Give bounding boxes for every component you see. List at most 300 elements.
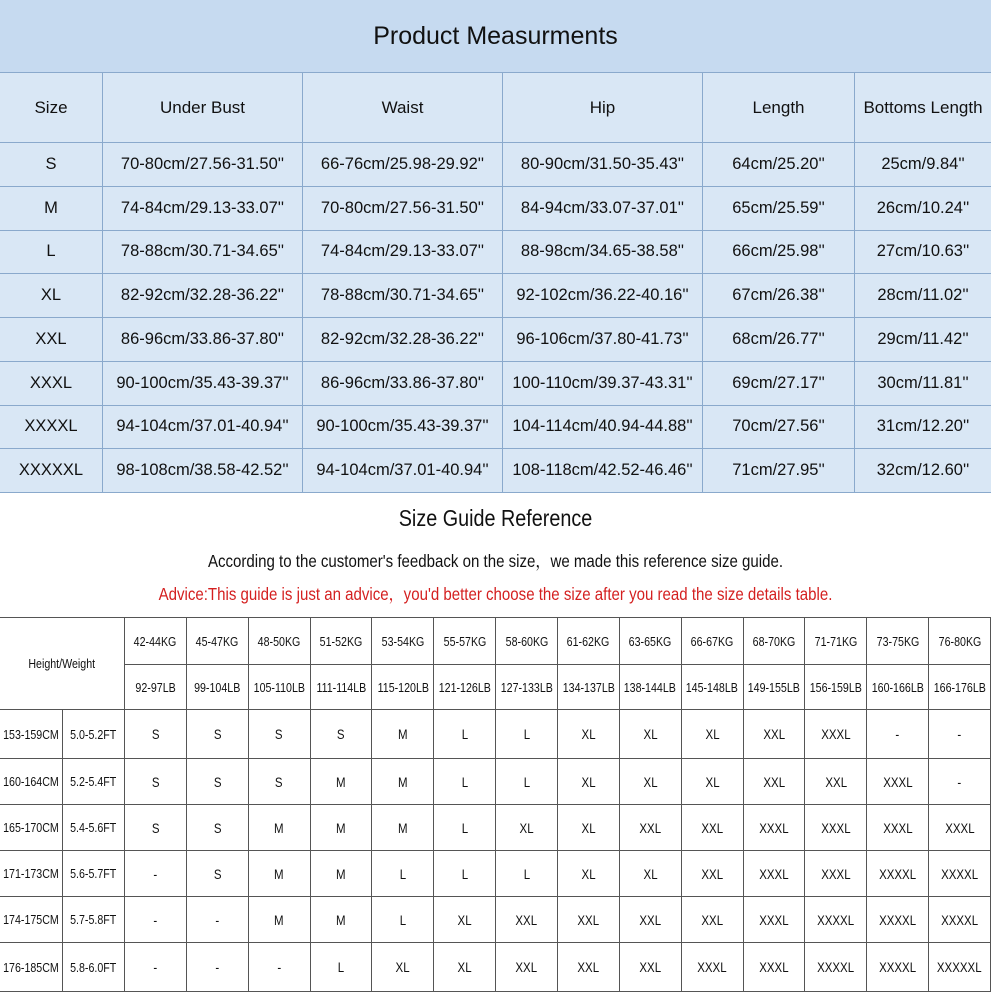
weight-kg-header xyxy=(682,618,744,665)
size-recommendation-cell xyxy=(867,710,929,759)
size-recommendation-cell xyxy=(434,943,496,992)
size-recommendation-cell-text: XL xyxy=(395,959,410,975)
size-recommendation-cell-text: XXL xyxy=(701,911,723,928)
measurement-cell: 82-92cm/32.28-36.22'' xyxy=(303,318,503,362)
weight-lb-header-text: 160-166LB xyxy=(871,679,924,695)
size-recommendation-cell-text: XL xyxy=(705,726,720,742)
size-recommendation-cell xyxy=(682,759,744,805)
measurement-cell: 71cm/27.95'' xyxy=(703,449,855,493)
size-recommendation-cell xyxy=(620,851,682,897)
size-recommendation-cell-text: L xyxy=(523,773,530,790)
size-recommendation-cell-text: M xyxy=(274,819,284,836)
size-recommendation-cell xyxy=(434,759,496,805)
weight-lb-header xyxy=(249,665,311,710)
weight-lb-header xyxy=(125,665,187,710)
size-recommendation-cell-text: S xyxy=(151,773,160,790)
size-recommendation-cell-text: XXXXL xyxy=(817,911,855,928)
weight-lb-header-text: 105-110LB xyxy=(253,679,305,695)
size-recommendation-cell-text: - xyxy=(277,959,282,975)
weight-kg-header xyxy=(249,618,311,665)
size-recommendation-cell xyxy=(249,710,311,759)
weight-kg-header-text: 45-47KG xyxy=(195,633,239,649)
size-recommendation-cell-text: XL xyxy=(581,819,596,836)
size-recommendation-cell xyxy=(372,805,434,851)
measurement-cell: 100-110cm/39.37-43.31'' xyxy=(503,362,703,406)
size-recommendation-cell-text: XL xyxy=(643,773,658,790)
size-recommendation-cell-text: - xyxy=(153,911,158,928)
weight-lb-header-text: 121-126LB xyxy=(438,679,491,695)
size-recommendation-cell xyxy=(805,759,867,805)
size-recommendation-cell-text: XXL xyxy=(515,959,538,975)
measurement-cell: 29cm/11.42'' xyxy=(855,318,991,362)
size-recommendation-cell xyxy=(558,759,620,805)
size-recommendation-cell xyxy=(372,710,434,759)
size-recommendation-cell-text: XXL xyxy=(515,911,538,928)
height-cm-cell-text: 176-185CM xyxy=(3,959,59,975)
size-recommendation-cell xyxy=(805,710,867,759)
size-recommendation-cell-text: XXXL xyxy=(821,819,851,836)
measurement-cell: 80-90cm/31.50-35.43'' xyxy=(503,143,703,187)
size-recommendation-cell-text: - xyxy=(957,773,962,790)
size-recommendation-cell-text: M xyxy=(398,819,408,836)
size-recommendation-cell xyxy=(867,851,929,897)
size-recommendation-cell xyxy=(805,805,867,851)
size-recommendation-cell xyxy=(929,710,991,759)
size-recommendation-cell-text: S xyxy=(213,865,222,882)
measurement-cell: 25cm/9.84'' xyxy=(855,143,991,187)
size-label-cell: XXXXXL xyxy=(0,449,103,493)
size-recommendation-cell xyxy=(496,943,558,992)
size-recommendation-cell xyxy=(249,943,311,992)
height-ft-cell-text: 5.2-5.4FT xyxy=(70,774,117,789)
size-recommendation-cell xyxy=(187,943,249,992)
size-recommendation-cell xyxy=(558,805,620,851)
weight-lb-header xyxy=(496,665,558,710)
measurement-cell: 65cm/25.59'' xyxy=(703,187,855,231)
size-recommendation-cell-text: XXXL xyxy=(697,959,727,975)
size-recommendation-cell-text: XXL xyxy=(763,773,785,790)
measurements-title: Product Measurments xyxy=(0,0,991,73)
size-recommendation-cell-text: XXL xyxy=(701,819,723,836)
measurement-cell: 92-102cm/36.22-40.16'' xyxy=(503,274,703,318)
height-cm-cell xyxy=(0,943,63,992)
measurement-cell: 26cm/10.24'' xyxy=(855,187,991,231)
weight-kg-header xyxy=(187,618,249,665)
size-label-cell: L xyxy=(0,231,103,275)
size-recommendation-cell xyxy=(929,851,991,897)
measurement-cell: 98-108cm/38.58-42.52'' xyxy=(103,449,303,493)
size-recommendation-cell-text: XXXL xyxy=(759,819,789,836)
size-recommendation-cell-text: XL xyxy=(581,773,596,790)
size-recommendation-cell xyxy=(249,759,311,805)
size-recommendation-cell-text: XXXL xyxy=(759,865,789,882)
weight-kg-header-text: 55-57KG xyxy=(443,633,487,649)
measurements-header-cell: Size xyxy=(0,73,103,143)
measurement-cell: 64cm/25.20'' xyxy=(703,143,855,187)
measurement-cell: 78-88cm/30.71-34.65'' xyxy=(303,274,503,318)
size-recommendation-cell xyxy=(929,943,991,992)
size-recommendation-cell-text: M xyxy=(336,911,346,928)
size-recommendation-cell xyxy=(434,805,496,851)
size-recommendation-cell-text: L xyxy=(461,726,468,742)
size-label-cell: M xyxy=(0,187,103,231)
size-recommendation-cell xyxy=(558,710,620,759)
weight-lb-header xyxy=(434,665,496,710)
size-recommendation-cell xyxy=(620,759,682,805)
measurements-header-cell: Length xyxy=(703,73,855,143)
measurement-cell: 94-104cm/37.01-40.94'' xyxy=(303,449,503,493)
weight-lb-header-text: 111-114LB xyxy=(316,679,366,695)
weight-lb-header-text: 156-159LB xyxy=(809,679,862,695)
height-weight-corner xyxy=(0,618,125,710)
size-recommendation-cell-text: M xyxy=(274,911,284,928)
weight-lb-header-text: 166-176LB xyxy=(933,679,986,695)
weight-kg-header-text: 66-67KG xyxy=(690,633,734,649)
size-recommendation-cell xyxy=(372,851,434,897)
size-recommendation-cell-text: XL xyxy=(457,959,472,975)
size-recommendation-cell-text: XXL xyxy=(824,773,847,790)
height-cm-cell-text: 174-175CM xyxy=(3,912,59,927)
size-label-cell: S xyxy=(0,143,103,187)
size-recommendation-cell xyxy=(496,851,558,897)
measurement-cell: 70cm/27.56'' xyxy=(703,406,855,450)
measurement-cell: 108-118cm/42.52-46.46'' xyxy=(503,449,703,493)
measurements-header-cell: Hip xyxy=(503,73,703,143)
size-recommendation-cell-text: - xyxy=(153,959,158,975)
size-recommendation-cell xyxy=(311,897,373,943)
size-recommendation-cell xyxy=(311,710,373,759)
weight-lb-header-text: 149-155LB xyxy=(747,679,801,695)
size-recommendation-cell-text: M xyxy=(398,773,408,790)
size-recommendation-cell-text: L xyxy=(523,726,530,742)
weight-kg-header-text: 76-80KG xyxy=(938,633,981,649)
weight-lb-header-text: 127-133LB xyxy=(500,679,553,695)
size-recommendation-cell xyxy=(434,710,496,759)
measurement-cell: 86-96cm/33.86-37.80'' xyxy=(103,318,303,362)
size-recommendation-cell-text: XL xyxy=(643,726,658,742)
size-recommendation-cell xyxy=(929,805,991,851)
measurements-header-cell: Bottoms Length xyxy=(855,73,991,143)
weight-lb-header-text: 145-148LB xyxy=(686,679,739,695)
height-ft-cell-text: 5.0-5.2FT xyxy=(70,726,117,742)
size-recommendation-cell-text: S xyxy=(337,726,345,742)
size-recommendation-cell-text: L xyxy=(523,865,530,882)
measurements-header-cell: Waist xyxy=(303,73,503,143)
size-recommendation-cell xyxy=(249,851,311,897)
size-recommendation-cell-text: XXL xyxy=(577,959,600,975)
weight-kg-header-text: 58-60KG xyxy=(505,633,548,649)
size-recommendation-cell xyxy=(125,805,187,851)
weight-kg-header xyxy=(867,618,929,665)
size-recommendation-cell-text: L xyxy=(461,819,468,836)
size-label-cell: XL xyxy=(0,274,103,318)
size-recommendation-cell-text: XXXXXL xyxy=(937,959,982,975)
size-recommendation-cell-text: - xyxy=(153,865,158,882)
size-recommendation-cell xyxy=(682,851,744,897)
measurements-header-cell: Under Bust xyxy=(103,73,303,143)
size-recommendation-cell xyxy=(372,897,434,943)
measurement-cell: 28cm/11.02'' xyxy=(855,274,991,318)
measurement-cell: 69cm/27.17'' xyxy=(703,362,855,406)
size-recommendation-cell-text: L xyxy=(461,773,468,790)
measurement-cell: 82-92cm/32.28-36.22'' xyxy=(103,274,303,318)
measurement-cell: 27cm/10.63'' xyxy=(855,231,991,275)
height-ft-cell-text: 5.7-5.8FT xyxy=(70,912,117,927)
size-recommendation-cell xyxy=(311,851,373,897)
size-label-cell: XXXL xyxy=(0,362,103,406)
size-recommendation-cell xyxy=(496,759,558,805)
size-recommendation-cell xyxy=(558,851,620,897)
weight-lb-header xyxy=(558,665,620,710)
size-recommendation-cell-text: XXXXL xyxy=(941,865,979,882)
height-ft-cell xyxy=(63,897,125,943)
size-recommendation-cell xyxy=(372,759,434,805)
height-ft-cell-text: 5.4-5.6FT xyxy=(70,820,117,835)
size-recommendation-cell xyxy=(125,943,187,992)
weight-kg-header-text: 51-52KG xyxy=(319,633,363,649)
size-recommendation-cell xyxy=(682,897,744,943)
size-recommendation-cell-text: M xyxy=(336,819,346,836)
size-recommendation-cell-text: XXXL xyxy=(821,726,851,742)
size-recommendation-cell-text: XXXL xyxy=(759,911,789,928)
size-recommendation-cell xyxy=(496,710,558,759)
weight-lb-header-text: 115-120LB xyxy=(377,679,429,695)
measurement-cell: 90-100cm/35.43-39.37'' xyxy=(103,362,303,406)
size-recommendation-cell xyxy=(867,897,929,943)
size-recommendation-cell xyxy=(311,759,373,805)
weight-lb-header-text: 138-144LB xyxy=(624,679,677,695)
size-recommendation-cell-text: S xyxy=(275,726,283,742)
size-recommendation-cell xyxy=(125,759,187,805)
size-recommendation-cell-text: XXL xyxy=(639,819,662,836)
size-recommendation-cell-text: - xyxy=(895,726,900,742)
height-cm-cell-text: 171-173CM xyxy=(3,866,59,881)
height-cm-cell-text: 160-164CM xyxy=(3,774,59,789)
weight-lb-header xyxy=(867,665,929,710)
size-recommendation-cell-text: M xyxy=(336,865,346,882)
size-recommendation-cell-text: XXL xyxy=(639,911,662,928)
size-recommendation-cell xyxy=(496,897,558,943)
weight-lb-header xyxy=(187,665,249,710)
height-cm-cell-text: 153-159CM xyxy=(3,726,59,742)
size-recommendation-cell xyxy=(311,943,373,992)
weight-kg-header-text: 48-50KG xyxy=(257,633,301,649)
size-recommendation-cell xyxy=(929,897,991,943)
size-recommendation-cell-text: XXXXL xyxy=(879,865,917,882)
weight-kg-header-text: 61-62KG xyxy=(567,633,610,649)
weight-kg-header xyxy=(372,618,434,665)
measurement-cell: 94-104cm/37.01-40.94'' xyxy=(103,406,303,450)
size-recommendation-cell-text: XXXXL xyxy=(879,959,917,975)
size-recommendation-cell xyxy=(744,805,806,851)
size-recommendation-cell xyxy=(311,805,373,851)
weight-lb-header xyxy=(744,665,806,710)
size-recommendation-cell-text: XXXL xyxy=(821,865,851,882)
height-ft-cell xyxy=(63,943,125,992)
size-recommendation-cell xyxy=(682,710,744,759)
size-recommendation-cell xyxy=(372,943,434,992)
size-recommendation-cell-text: S xyxy=(213,726,222,742)
size-recommendation-cell xyxy=(620,805,682,851)
size-recommendation-cell-text: XXL xyxy=(577,911,600,928)
weight-lb-header xyxy=(311,665,373,710)
size-recommendation-cell-text: M xyxy=(274,865,284,882)
size-recommendation-cell-text: XL xyxy=(581,726,596,742)
weight-kg-header xyxy=(744,618,806,665)
measurement-cell: 67cm/26.38'' xyxy=(703,274,855,318)
size-recommendation-cell-text: L xyxy=(461,865,468,882)
size-recommendation-cell xyxy=(434,897,496,943)
size-recommendation-cell-text: XL xyxy=(457,911,472,928)
weight-lb-header xyxy=(682,665,744,710)
size-recommendation-cell-text: - xyxy=(215,959,220,975)
measurement-cell: 86-96cm/33.86-37.80'' xyxy=(303,362,503,406)
weight-kg-header xyxy=(929,618,991,665)
weight-lb-header-text: 99-104LB xyxy=(194,679,241,695)
size-recommendation-cell xyxy=(744,851,806,897)
size-guide-description: According to the customer's feedback on the size，we made this reference size guide. xyxy=(207,551,784,571)
size-recommendation-cell xyxy=(744,943,806,992)
weight-lb-header xyxy=(929,665,991,710)
weight-kg-header-text: 53-54KG xyxy=(381,633,425,649)
size-recommendation-cell-text: XL xyxy=(643,865,658,882)
size-recommendation-cell-text: XL xyxy=(581,865,596,882)
size-label-cell: XXXXL xyxy=(0,406,103,450)
measurement-cell: 104-114cm/40.94-44.88'' xyxy=(503,406,703,450)
height-cm-cell xyxy=(0,710,63,759)
size-recommendation-cell xyxy=(805,851,867,897)
height-ft-cell xyxy=(63,710,125,759)
measurement-cell: 88-98cm/34.65-38.58'' xyxy=(503,231,703,275)
product-measurements-table xyxy=(0,0,991,493)
weight-kg-header-text: 71-71KG xyxy=(814,633,858,649)
weight-kg-header xyxy=(620,618,682,665)
size-recommendation-cell-text: - xyxy=(215,911,220,928)
size-recommendation-cell xyxy=(249,805,311,851)
size-guide-title: Size Guide Reference xyxy=(398,505,593,531)
weight-kg-header xyxy=(434,618,496,665)
size-recommendation-cell xyxy=(434,851,496,897)
size-recommendation-cell xyxy=(187,897,249,943)
size-recommendation-cell-text: L xyxy=(399,865,407,882)
measurement-cell: 96-106cm/37.80-41.73'' xyxy=(503,318,703,362)
measurement-cell: 31cm/12.20'' xyxy=(855,406,991,450)
weight-kg-header xyxy=(805,618,867,665)
size-recommendation-cell-text: S xyxy=(213,773,222,790)
size-recommendation-cell xyxy=(805,943,867,992)
measurement-cell: 74-84cm/29.13-33.07'' xyxy=(303,231,503,275)
size-recommendation-cell-text: L xyxy=(399,911,407,928)
measurement-cell: 84-94cm/33.07-37.01'' xyxy=(503,187,703,231)
height-cm-cell xyxy=(0,851,63,897)
measurement-cell: 90-100cm/35.43-39.37'' xyxy=(303,406,503,450)
size-recommendation-cell-text: - xyxy=(957,726,962,742)
size-recommendation-cell xyxy=(682,805,744,851)
size-recommendation-cell-text: XXXL xyxy=(883,773,913,790)
size-recommendation-cell xyxy=(744,897,806,943)
size-recommendation-cell xyxy=(187,851,249,897)
size-recommendation-cell-text: XXXL xyxy=(944,819,975,836)
measurement-cell: 78-88cm/30.71-34.65'' xyxy=(103,231,303,275)
size-recommendation-cell-text: L xyxy=(337,959,345,975)
height-ft-cell xyxy=(63,759,125,805)
size-recommendation-cell xyxy=(867,805,929,851)
weight-lb-header xyxy=(805,665,867,710)
height-cm-cell xyxy=(0,897,63,943)
size-recommendation-cell xyxy=(558,943,620,992)
measurement-cell: 70-80cm/27.56-31.50'' xyxy=(103,143,303,187)
size-recommendation-cell-text: M xyxy=(398,726,408,742)
size-recommendation-cell-text: XXL xyxy=(639,959,662,975)
measurement-cell: 68cm/26.77'' xyxy=(703,318,855,362)
size-label-cell: XXL xyxy=(0,318,103,362)
size-recommendation-cell-text: XL xyxy=(705,773,720,790)
size-recommendation-cell-text: XL xyxy=(519,819,534,836)
measurement-cell: 74-84cm/29.13-33.07'' xyxy=(103,187,303,231)
height-cm-cell xyxy=(0,759,63,805)
size-recommendation-cell xyxy=(125,851,187,897)
size-recommendation-cell xyxy=(187,759,249,805)
size-recommendation-cell-text: XXXXL xyxy=(941,911,979,928)
size-recommendation-cell-text: XXXXL xyxy=(817,959,855,975)
weight-kg-header-text: 63-65KG xyxy=(628,633,672,649)
size-recommendation-cell xyxy=(125,710,187,759)
height-weight-corner-text: Height/Weight xyxy=(28,656,96,671)
size-recommendation-cell-text: S xyxy=(275,773,283,790)
size-guide-advice: Advice:This guide is just an advice，you'd better choose the size after you read the size details table. xyxy=(158,584,833,604)
height-ft-cell xyxy=(63,805,125,851)
size-recommendation-cell xyxy=(867,759,929,805)
size-recommendation-cell-text: XXXL xyxy=(759,959,789,975)
size-recommendation-cell xyxy=(187,710,249,759)
size-guide-table xyxy=(0,617,991,992)
weight-kg-header-text: 42-44KG xyxy=(134,633,177,649)
size-recommendation-cell xyxy=(125,897,187,943)
weight-lb-header xyxy=(372,665,434,710)
weight-kg-header xyxy=(125,618,187,665)
size-recommendation-cell-text: M xyxy=(336,773,346,790)
size-recommendation-cell xyxy=(682,943,744,992)
weight-lb-header xyxy=(620,665,682,710)
weight-lb-header-text: 134-137LB xyxy=(562,679,615,695)
size-recommendation-cell xyxy=(744,710,806,759)
size-recommendation-cell xyxy=(620,943,682,992)
size-recommendation-cell xyxy=(249,897,311,943)
weight-kg-header xyxy=(311,618,373,665)
size-recommendation-cell-text: S xyxy=(213,819,222,836)
size-recommendation-cell-text: S xyxy=(151,819,160,836)
measurement-cell: 30cm/11.81'' xyxy=(855,362,991,406)
measurement-cell: 66cm/25.98'' xyxy=(703,231,855,275)
size-recommendation-cell-text: XXXL xyxy=(883,819,913,836)
size-recommendation-cell xyxy=(867,943,929,992)
weight-kg-header xyxy=(558,618,620,665)
size-recommendation-cell xyxy=(620,897,682,943)
size-recommendation-cell xyxy=(187,805,249,851)
size-recommendation-cell xyxy=(620,710,682,759)
weight-kg-header-text: 73-75KG xyxy=(876,633,920,649)
size-recommendation-cell-text: S xyxy=(151,726,160,742)
measurement-cell: 70-80cm/27.56-31.50'' xyxy=(303,187,503,231)
measurement-cell: 66-76cm/25.98-29.92'' xyxy=(303,143,503,187)
size-recommendation-cell-text: XXL xyxy=(701,865,723,882)
height-cm-cell-text: 165-170CM xyxy=(3,820,59,835)
weight-kg-header-text: 68-70KG xyxy=(752,633,796,649)
height-ft-cell-text: 5.6-5.7FT xyxy=(70,866,117,881)
weight-lb-header-text: 92-97LB xyxy=(135,679,176,695)
size-recommendation-cell-text: XXL xyxy=(763,726,785,742)
size-recommendation-cell xyxy=(805,897,867,943)
